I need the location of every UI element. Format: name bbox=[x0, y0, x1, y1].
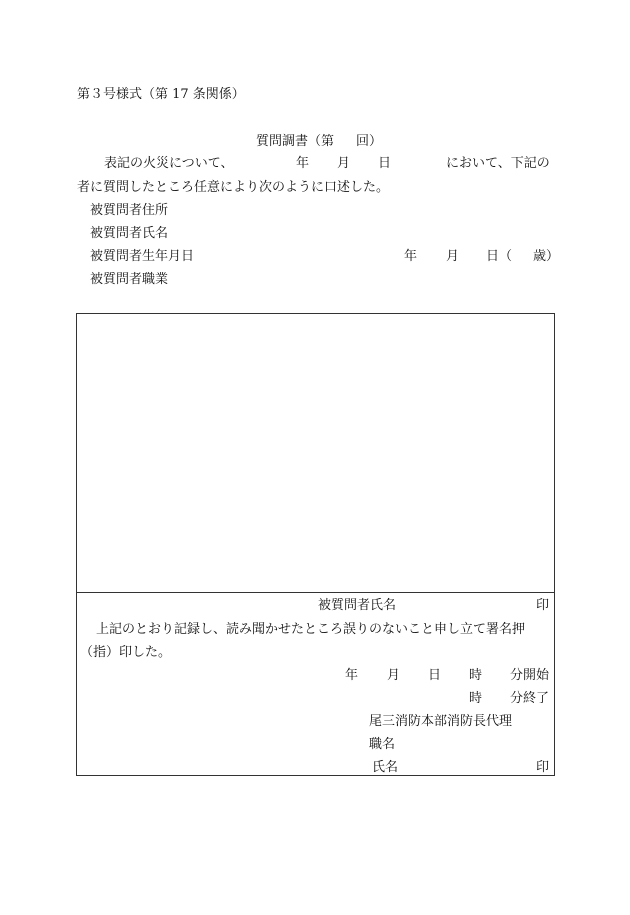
record-month: 月 bbox=[387, 668, 401, 683]
form-title-prefix: 質問調書（第 bbox=[256, 134, 335, 149]
record-minute-start: 分開始 bbox=[510, 668, 550, 683]
respondent-name-label: 被質問者氏名 bbox=[90, 226, 169, 241]
signature-respondent-name: 被質問者氏名 bbox=[318, 598, 397, 613]
officer-name-label: 氏名 bbox=[372, 760, 399, 775]
intro-line1-end: において、下記の bbox=[446, 156, 550, 171]
intro-year: 年 bbox=[296, 156, 310, 171]
respondent-occupation-label: 被質問者職業 bbox=[90, 272, 169, 287]
statement-line2: （指）印した。 bbox=[80, 645, 172, 660]
birth-year: 年 bbox=[404, 249, 418, 264]
officer-seal: 印 bbox=[536, 760, 550, 775]
statement-box bbox=[76, 313, 555, 776]
respondent-birthdate-label: 被質問者生年月日 bbox=[90, 249, 195, 264]
form-title-suffix: 回） bbox=[356, 134, 383, 149]
record-day: 日 bbox=[428, 668, 442, 683]
intro-line2: 者に質問したところ任意により次のように口述した。 bbox=[77, 180, 390, 195]
birth-day: 日（ bbox=[486, 249, 513, 264]
officer-position-label: 職名 bbox=[369, 737, 396, 752]
record-minute-end: 分終了 bbox=[510, 691, 550, 706]
birth-month: 月 bbox=[446, 249, 460, 264]
record-hour-start: 時 bbox=[469, 668, 483, 683]
age: 歳） bbox=[533, 249, 560, 264]
record-hour-end: 時 bbox=[469, 691, 483, 706]
record-year: 年 bbox=[345, 668, 359, 683]
intro-month: 月 bbox=[337, 156, 351, 171]
signature-respondent-seal: 印 bbox=[536, 598, 550, 613]
intro-day: 日 bbox=[378, 156, 392, 171]
box-divider bbox=[77, 592, 554, 593]
intro-line1-start: 表記の火災について、 bbox=[104, 156, 234, 171]
respondent-address-label: 被質問者住所 bbox=[90, 203, 169, 218]
statement-line1: 上記のとおり記録し、読み聞かせたところ誤りのないこと申し立て署名押 bbox=[96, 622, 526, 637]
form-number: 第３号様式（第 17 条関係） bbox=[77, 87, 245, 102]
officer-organization: 尾三消防本部消防長代理 bbox=[369, 714, 513, 729]
